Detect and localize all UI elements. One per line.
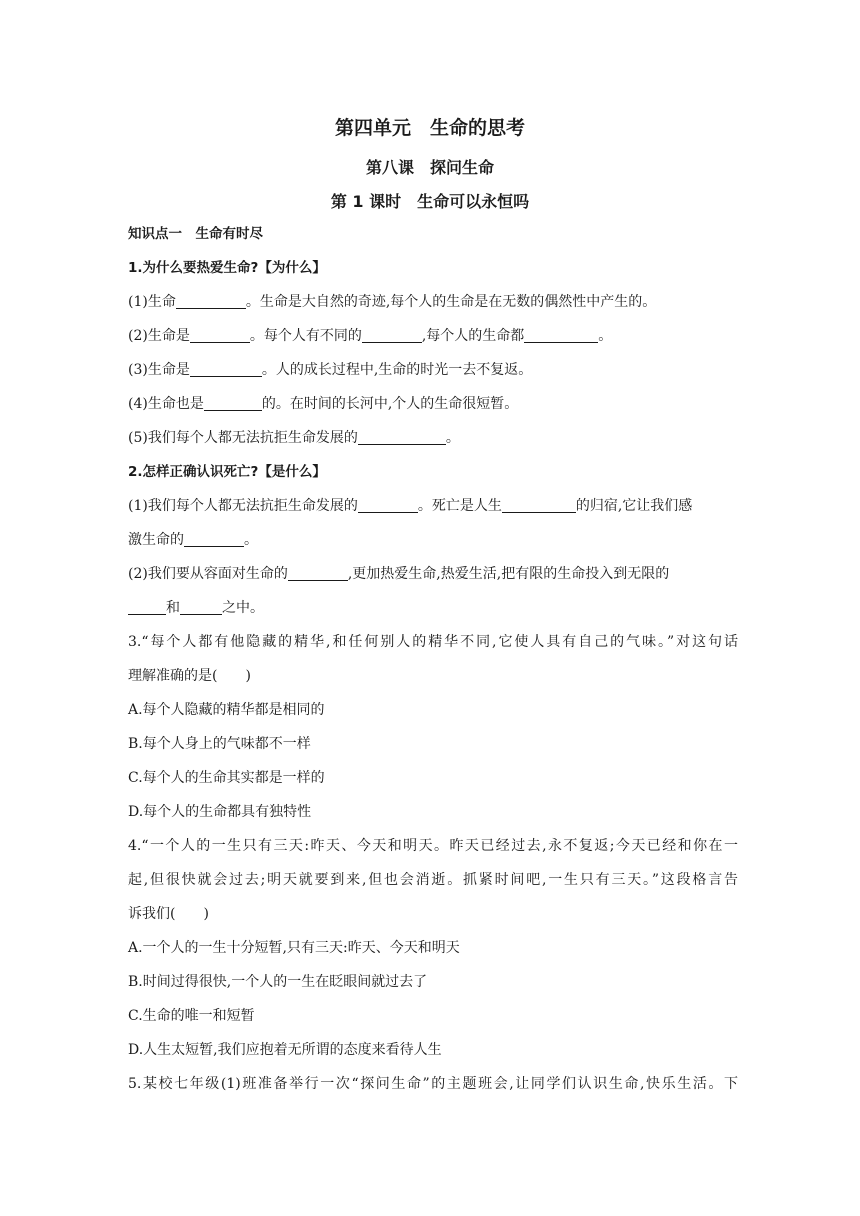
answer-blank[interactable] xyxy=(362,328,422,343)
q4-option-a[interactable]: A.一个人的一生十分短暂,只有三天:昨天、今天和明天 xyxy=(128,940,460,956)
answer-blank[interactable] xyxy=(128,600,166,615)
q4-stem-line-3: 诉我们( ) xyxy=(128,906,209,922)
q3-stem-line-2: 理解准确的是( ) xyxy=(128,668,251,684)
q3-option-c[interactable]: C.每个人的生命其实都是一样的 xyxy=(128,770,325,786)
q2-item-2: (2)我们要从容面对生命的 ,更加热爱生命,热爱生活,把有限的生命投入到无限的 xyxy=(128,566,670,582)
answer-blank[interactable] xyxy=(204,396,262,411)
answer-blank[interactable] xyxy=(288,566,348,581)
q4-option-d[interactable]: D.人生太短暂,我们应抱着无所谓的态度来看待人生 xyxy=(128,1042,442,1058)
answer-blank[interactable] xyxy=(190,362,262,377)
answer-blank[interactable] xyxy=(358,430,446,445)
answer-blank[interactable] xyxy=(524,328,598,343)
section-heading: 知识点一 生命有时尽 xyxy=(128,226,263,242)
lesson-title: 第八课 探问生命 xyxy=(365,158,494,177)
q1-item-5: (5)我们每个人都无法抗拒生命发展的 。 xyxy=(128,430,460,446)
answer-blank[interactable] xyxy=(502,498,576,513)
q4-option-b[interactable]: B.时间过得很快,一个人的一生在眨眼间就过去了 xyxy=(128,974,428,990)
answer-blank[interactable] xyxy=(176,294,246,309)
q3-option-a[interactable]: A.每个人隐藏的精华都是相同的 xyxy=(128,702,325,718)
q5-stem-line-1: 5.某校七年级(1)班准备举行一次“探问生命”的主题班会,让同学们认识生命,快乐生活。下 xyxy=(128,1076,738,1092)
q2-title: 2.怎样正确认识死亡?【是什么】 xyxy=(128,464,326,480)
answer-blank[interactable] xyxy=(190,328,250,343)
answer-blank[interactable] xyxy=(180,600,222,615)
answer-blank[interactable] xyxy=(184,532,244,547)
q1-item-3: (3)生命是 。人的成长过程中,生命的时光一去不复返。 xyxy=(128,362,533,378)
q1-title: 1.为什么要热爱生命?【为什么】 xyxy=(128,260,326,276)
q1-item-2: (2)生命是 。每个人有不同的 ,每个人的生命都 。 xyxy=(128,328,613,344)
q4-stem-line-1: 4.“一个人的一生只有三天:昨天、今天和明天。昨天已经过去,永不复返;今天已经和你在一 xyxy=(128,838,738,854)
unit-title: 第四单元 生命的思考 xyxy=(334,117,525,139)
q3-stem-line-1: 3.“每个人都有他隐藏的精华,和任何别人的精华不同,它使人具有自己的气味。”对这句话 xyxy=(128,634,738,650)
q3-option-d[interactable]: D.每个人的生命都具有独特性 xyxy=(128,804,312,820)
q1-item-1: (1)生命 。生命是大自然的奇迹,每个人的生命是在无数的偶然性中产生的。 xyxy=(128,294,657,310)
q1-item-4: (4)生命也是 的。在时间的长河中,个人的生命很短暂。 xyxy=(128,396,519,412)
q3-option-b[interactable]: B.每个人身上的气味都不一样 xyxy=(128,736,311,752)
q2-item-2-cont: 和 之中。 xyxy=(128,598,738,618)
q4-stem-line-2: 起,但很快就会过去;明天就要到来,但也会消逝。抓紧时间吧,一生只有三天。”这段格言告 xyxy=(128,872,738,888)
period-title: 第 1 课时 生命可以永恒吗 xyxy=(330,192,530,211)
q2-item-1: (1)我们每个人都无法抗拒生命发展的 。死亡是人生 的归宿,它让我们感 xyxy=(128,498,693,514)
q2-item-1-cont: 激生命的 。 xyxy=(128,532,258,548)
q4-option-c[interactable]: C.生命的唯一和短暂 xyxy=(128,1008,255,1024)
answer-blank[interactable] xyxy=(358,498,418,513)
